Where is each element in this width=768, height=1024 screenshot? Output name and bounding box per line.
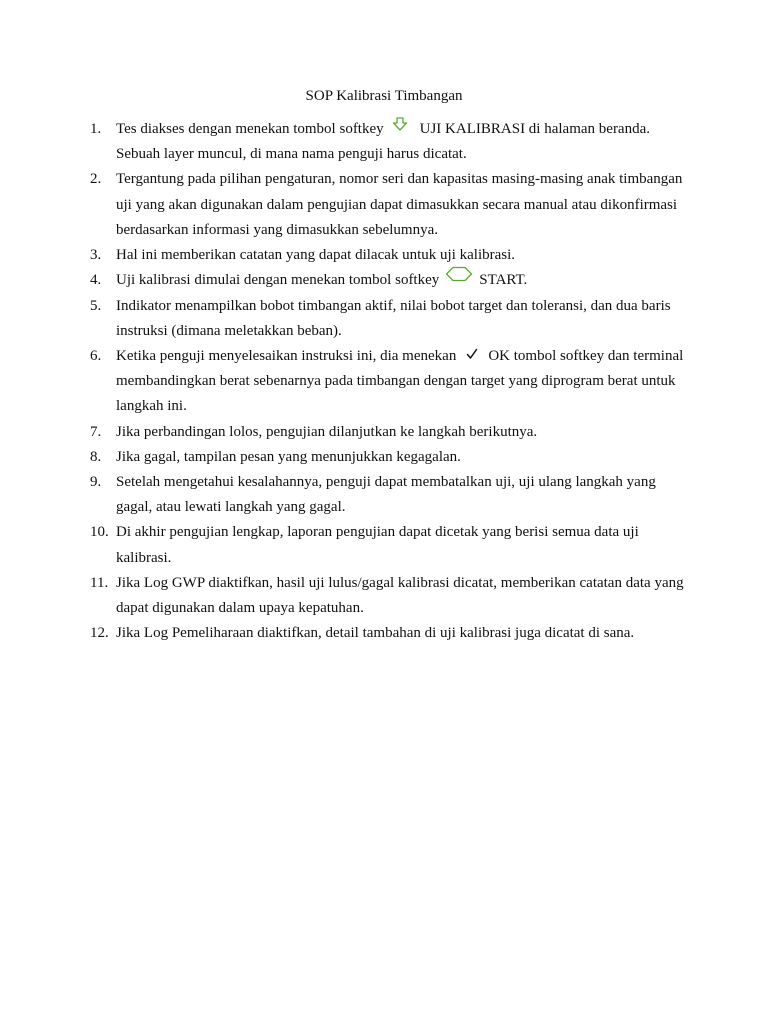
step-number: 2. [90, 171, 102, 188]
step-number: 11. [90, 574, 109, 591]
list-item [90, 167, 690, 243]
step-text: Tes diakses dengan menekan tombol softkey [116, 121, 384, 138]
arrow-down-icon [392, 115, 408, 140]
step-text: Jika gagal, tampilan pesan yang menunjukkan kegagalan. [116, 448, 461, 465]
step-number: 7. [90, 423, 102, 440]
step-number: 9. [90, 473, 102, 490]
step-text: START. [479, 272, 528, 289]
list-item [90, 420, 690, 445]
list-item [90, 571, 690, 621]
list-item [90, 268, 690, 293]
check-icon [466, 344, 478, 369]
list-item [90, 243, 690, 268]
list-item [90, 117, 690, 167]
step-text: Indikator menampilkan bobot timbangan aktif, nilai bobot target dan toleransi, dan dua baris instruksi (dimana meletakkan beban). [116, 297, 671, 339]
step-number: 5. [90, 297, 102, 314]
diamond-icon [445, 266, 473, 291]
step-text: Tergantung pada pilihan pengaturan, nomor seri dan kapasitas masing-masing anak timbangan uji yang akan digunakan dalam pengujian dapat dimasukkan secara manual atau dikonfirmasi berdasarkan informasi yang dimasukkan sebelumnya. [116, 171, 683, 238]
step-text: Di akhir pengujian lengkap, laporan pengujian dapat dicetak yang berisi semua data uji kalibrasi. [116, 524, 639, 566]
step-number: 8. [90, 448, 102, 465]
step-text: Ketika penguji menyelesaikan instruksi ini, dia menekan [116, 347, 457, 364]
step-number: 3. [90, 247, 102, 264]
sop-steps-list [90, 117, 690, 646]
list-item [90, 621, 690, 646]
step-number: 6. [90, 347, 102, 364]
list-item [90, 294, 690, 344]
list-item [90, 344, 690, 420]
step-number: 12. [90, 625, 109, 642]
list-item [90, 470, 690, 520]
step-text: Jika perbandingan lolos, pengujian dilanjutkan ke langkah berikutnya. [116, 423, 538, 440]
page-title: SOP Kalibrasi Timbangan [305, 88, 463, 104]
step-number: 1. [90, 121, 102, 137]
step-text: Uji kalibrasi dimulai dengan menekan tombol softkey [116, 272, 440, 289]
step-text: Hal ini memberikan catatan yang dapat dilacak untuk uji kalibrasi. [116, 247, 516, 264]
step-text: Jika Log GWP diaktifkan, hasil uji lulus/gagal kalibrasi dicatat, memberikan catatan data yang dapat digunakan dalam upaya kepatuhan. [116, 574, 684, 616]
list-item [90, 520, 690, 570]
step-text: UJI KALIBRASI di halaman beranda. Sebuah layer muncul, di mana nama penguji harus dicatat. [116, 121, 651, 163]
step-number: 10. [90, 524, 109, 541]
list-item [90, 445, 690, 470]
step-text: Setelah mengetahui kesalahannya, penguji dapat membatalkan uji, uji ulang langkah yang gagal, atau lewati langkah yang gagal. [116, 473, 656, 516]
step-number: 4. [90, 272, 102, 289]
step-text: OK tombol softkey dan terminal membandingkan berat sebenarnya pada timbangan dengan target yang diprogram berat untuk langkah ini. [116, 347, 684, 415]
step-text: Jika Log Pemeliharaan diaktifkan, detail tambahan di uji kalibrasi juga dicatat di sana. [116, 625, 635, 642]
